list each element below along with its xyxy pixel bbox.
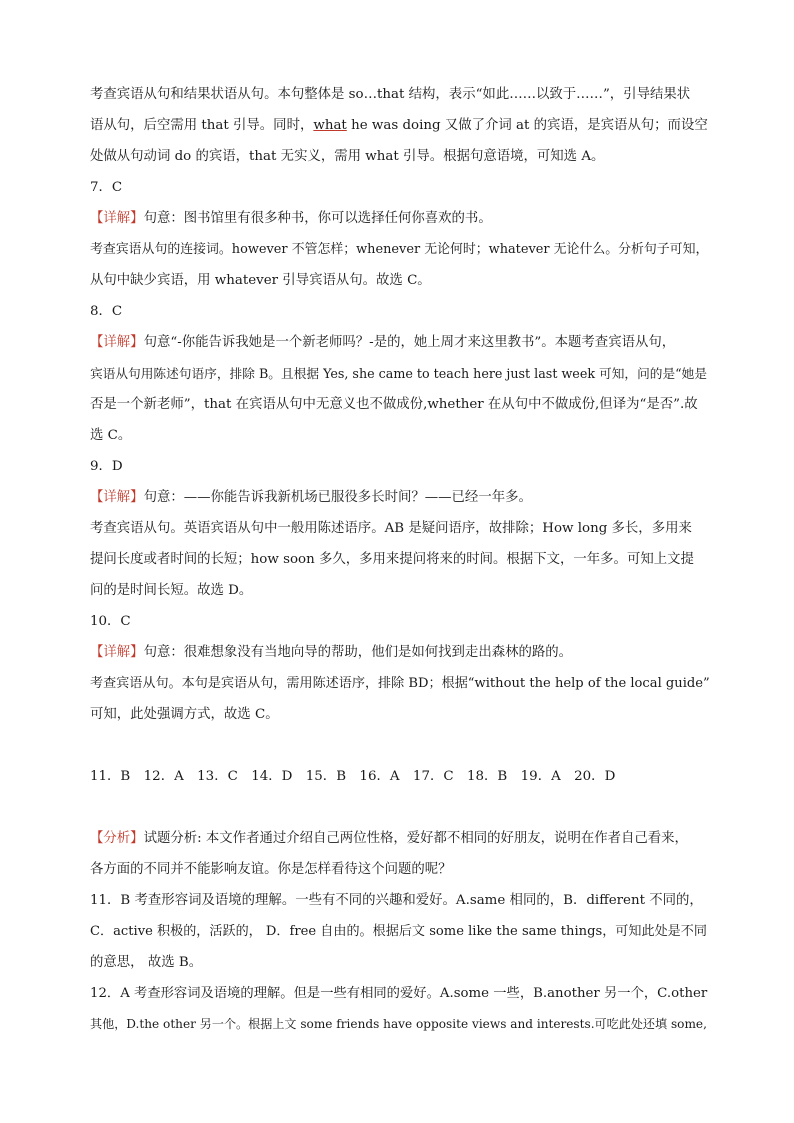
q6-line2-start: 语从句，后空需用 that 引导。同时， [90,118,314,133]
analysis-line-1-text: 试题分析: 本文作者通过介绍自己两位性格，爱好都不相同的好朋友，说明在作者自己看来， [143,831,688,846]
q10-meaning [90,637,710,668]
q9-analysis-line-3: 问的是时间长短。故选 D。 [90,583,253,598]
detail-tag: 【详解】 [90,645,144,660]
detail-tag: 【详解】 [90,490,144,505]
q6-analysis-line-2 [90,110,710,141]
q12-line-1: 12．A 考查形容词及语境的理解。但是一些有相同的爱好。A.some 一些，B.another 另一个，C.other [90,986,708,1001]
q9-meaning [90,482,710,513]
q6-line2-end: he was doing 又做了介词 at 的宾语，是宾语从句；而设空 [346,118,708,133]
detail-tag: 【详解】 [90,335,144,350]
q12-line-2: 其他，D.the other 另一个。根据上文 some friends have opposite views and interests.可吃此处还填 some, [90,1017,707,1031]
q10-answer: 10．C [90,614,131,629]
q9-analysis-line-2: 提问长度或者时间的长短；how soon 多久，多用来提问将来的时间。根据下文，一年多。可知上文提 [90,552,694,567]
q11-line-1: 11．B 考查形容词及语境的理解。一些有不同的兴趣和爱好。A.same 相同的，B．different 不同的， [90,893,703,908]
q8-answer: 8．C [90,304,123,319]
q7-answer: 7．C [90,180,123,195]
q9-meaning-text: 句意：——你能告诉我新机场已服役多长时间？——已经一年多。 [143,490,532,505]
q7-meaning [90,203,710,234]
analysis-line-1 [90,823,710,854]
analysis-line-2: 各方面的不同并不能影响友谊。你是怎样看待这个问题的呢？ [90,862,452,877]
q8-line-3: 否是一个新老师”，that 在宾语从句中无意义也不做成份,whether 在从句中不做成份,但译为“是否”.故 [90,397,698,412]
q9-analysis-line-1: 考查宾语从句。英语宾语从句中一般用陈述语序。AB 是疑问语序，故排除；How long 多长，多用来 [90,521,692,536]
q8-line-4: 选 C。 [90,428,132,443]
q7-analysis-line-1: 考查宾语从句的连接词。however 不管怎样；whenever 无论何时；whatever 无论什么。分析句子可知， [90,242,709,257]
q11-line-2: C．active 积极的，活跃的， D．free 自由的。根据后文 some like the same things，可知此处是不同 [90,924,707,939]
q8-line-1-text: 句意“-你能告诉我她是一个新老师吗？-是的，她上周才来这里教书”。本题考查宾语从句， [143,335,676,350]
q8-line-1 [90,327,710,358]
q7-analysis-line-2: 从句中缺少宾语，用 whatever 引导宾语从句。故选 C。 [90,273,431,288]
q6-analysis-line-1: 考查宾语从句和结果状语从句。本句整体是 so…that 结构，表示“如此……以致于……”，引导结果状 [90,87,691,102]
q7-meaning-text: 句意：图书馆里有很多种书，你可以选择任何你喜欢的书。 [143,211,492,226]
q9-answer: 9．D [90,459,123,474]
q11-line-3: 的意思， 故选 B。 [90,955,203,970]
underlined-word: what [313,118,347,133]
document-page [90,79,710,1040]
answer-key-row: 11．B 12．A 13．C 14．D 15．B 16．A 17．C 18．B 19．A 20．D [90,769,616,784]
q10-meaning-text: 句意：很难想象没有当地向导的帮助，他们是如何找到走出森林的路的。 [143,645,573,660]
spacer [90,792,710,823]
q10-analysis-line-1: 考查宾语从句。本句是宾语从句，需用陈述语序，排除 BD；根据“without the help of the local guide” [90,676,710,691]
q6-analysis-line-3: 处做从句动词 do 的宾语，that 无实义，需用 what 引导。根据句意语境，可知选 A。 [90,149,605,164]
analysis-tag: 【分析】 [90,831,144,846]
detail-tag: 【详解】 [90,211,144,226]
q10-analysis-line-2: 可知，此处强调方式，故选 C。 [90,707,279,722]
q8-line-2: 宾语从句用陈述句语序，排除 B。且根据 Yes, she came to teach here just last week 可知，问的是“她是 [90,366,708,381]
spacer [90,730,710,761]
